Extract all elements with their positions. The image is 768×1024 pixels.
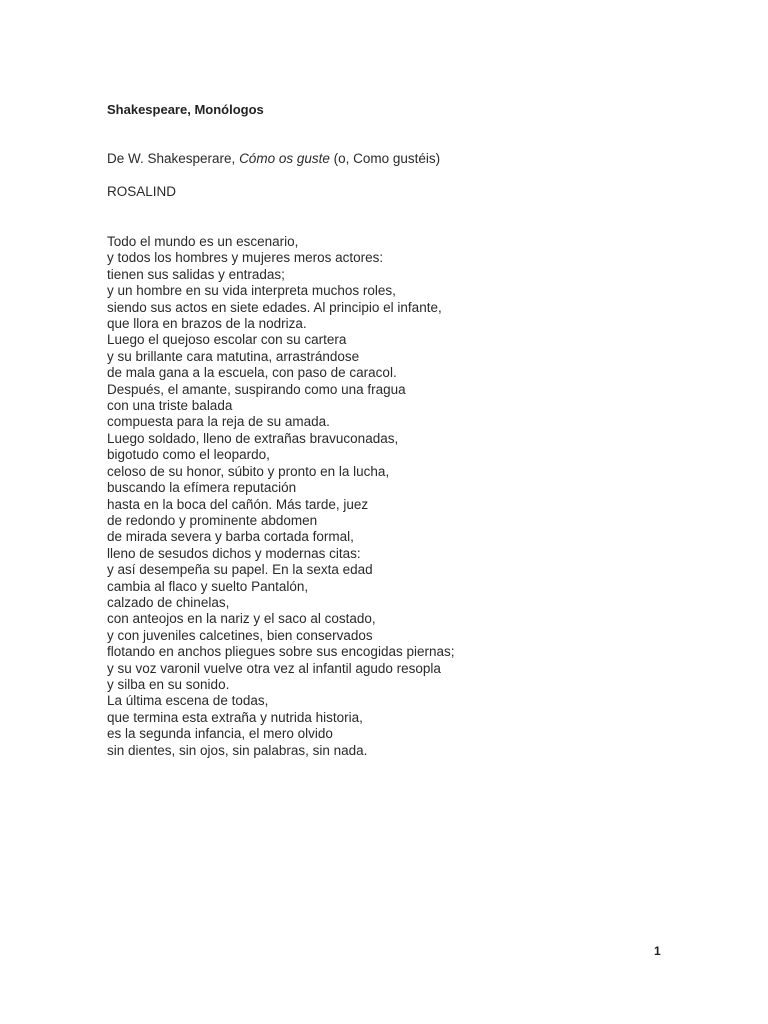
monologue-line: Luego soldado, lleno de extrañas bravuconadas, — [107, 430, 399, 446]
monologue-line: de mirada severa y barba cortada formal, — [107, 529, 354, 545]
monologue-line: con anteojos en la nariz y el saco al costado, — [107, 611, 376, 627]
monologue-line: y su voz varonil vuelve otra vez al infantil agudo resopla — [107, 660, 441, 676]
monologue-line: tienen sus salidas y entradas; — [107, 266, 285, 282]
monologue-line: y así desempeña su papel. En la sexta edad — [107, 562, 373, 578]
work-title: Cómo os guste — [239, 151, 330, 166]
monologue-line: y todos los hombres y mujeres meros actores: — [107, 250, 384, 266]
monologue-line: sin dientes, sin ojos, sin palabras, sin nada. — [107, 742, 368, 758]
monologue-line: cambia al flaco y suelto Pantalón, — [107, 578, 309, 594]
monologue-line: bigotudo como el leopardo, — [107, 447, 270, 463]
monologue-line: flotando en anchos pliegues sobre sus encogidas piernas; — [107, 644, 455, 660]
byline-prefix: De W. Shakesperare, — [107, 151, 240, 166]
monologue-line: que llora en brazos de la nodriza. — [107, 316, 307, 332]
monologue-line: y un hombre en su vida interpreta muchos roles, — [107, 283, 396, 299]
speaker-name: ROSALIND — [107, 184, 177, 199]
monologue-line: con una triste balada — [107, 398, 233, 414]
byline-suffix: (o, Como gustéis) — [329, 151, 441, 166]
monologue-line: calzado de chinelas, — [107, 594, 230, 610]
monologue-line: y su brillante cara matutina, arrastrándose — [107, 348, 360, 364]
monologue-line: y con juveniles calcetines, bien conservados — [107, 627, 373, 643]
monologue-line: celoso de su honor, súbito y pronto en la lucha, — [107, 463, 390, 479]
monologue-line: y silba en su sonido. — [107, 676, 230, 692]
monologue-line: siendo sus actos en siete edades. Al principio el infante, — [107, 299, 442, 315]
document-title: Shakespeare, Monólogos — [107, 102, 264, 117]
monologue-line: lleno de sesudos dichos y modernas citas: — [107, 545, 361, 561]
monologue-line: Luego el quejoso escolar con su cartera — [107, 332, 347, 348]
monologue-text — [107, 234, 455, 759]
monologue-line: buscando la efímera reputación — [107, 480, 297, 496]
monologue-line: es la segunda infancia, el mero olvido — [107, 726, 333, 742]
monologue-line: compuesta para la reja de su amada. — [107, 414, 330, 430]
byline — [107, 151, 440, 166]
monologue-line: de mala gana a la escuela, con paso de caracol. — [107, 365, 397, 381]
monologue-line: La última escena de todas, — [107, 693, 269, 709]
monologue-line: Todo el mundo es un escenario, — [107, 234, 299, 249]
monologue-line: que termina esta extraña y nutrida historia, — [107, 709, 363, 725]
page-number: 1 — [654, 944, 661, 958]
monologue-line: hasta en la boca del cañón. Más tarde, juez — [107, 496, 369, 512]
monologue-line: de redondo y prominente abdomen — [107, 512, 318, 528]
monologue-line: Después, el amante, suspirando como una fragua — [107, 381, 406, 397]
